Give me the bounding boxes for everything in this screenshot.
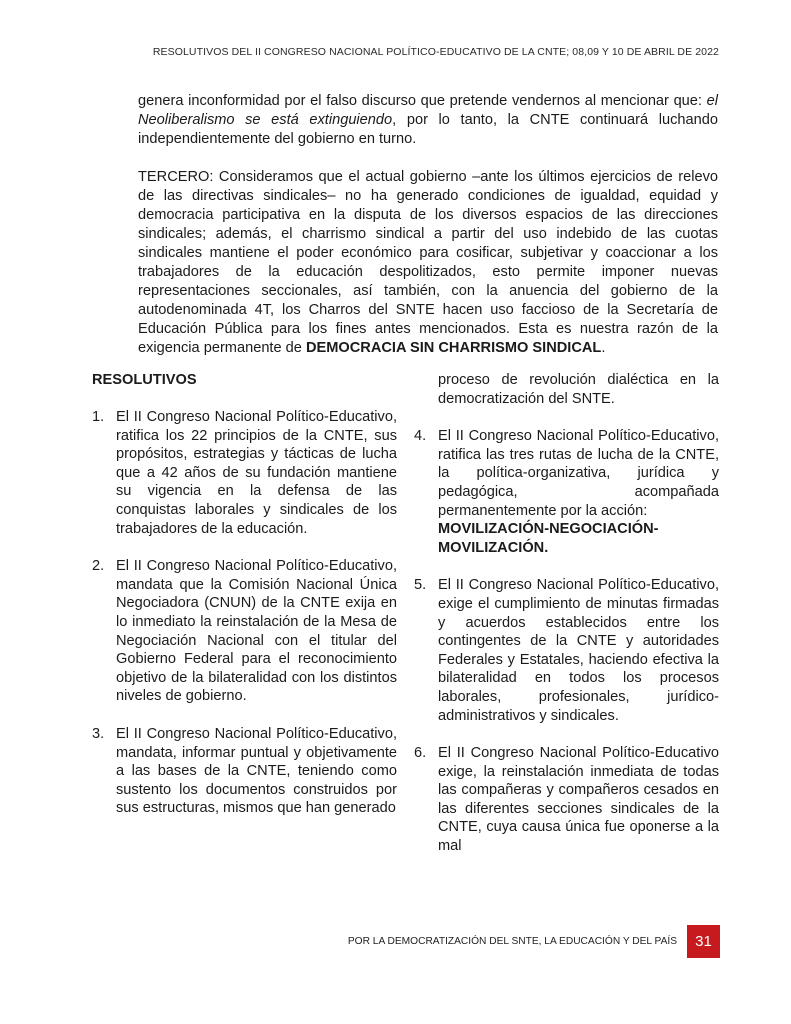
- resolutivo-item-3-continuation: proceso de revolución dialéctica en la democratización del SNTE.: [438, 372, 719, 407]
- item-text: El II Congreso Nacional Político-Educativo exige, la reinstalación inmediata de todas las compañeras y compañeros cesados en las diferentes secciones sindicales de la CNTE, cuya causa única fue oponerse a la mal: [438, 745, 719, 855]
- item-number: 1.: [92, 409, 105, 425]
- item-number: 3.: [92, 725, 105, 742]
- item-text: El II Congreso Nacional Político-Educativo, mandata, informar puntual y objetivamente a las bases de la CNTE, teniendo como sustento los documentos construidos por sus estructuras, mismos que han generado: [116, 725, 397, 817]
- item-text: El II Congreso Nacional Político-Educativo, exige el cumplimiento de minutas firmadas y acuerdos establecidos entre los contingentes de la CNTE y autoridades Federales y Estatales, haciendo efectiva la bilateralidad en todos los procesos laborales, profesionales, jurídico-administrativos y sindicales.: [438, 577, 719, 724]
- tercero-period: .: [601, 340, 606, 356]
- intro-text-end: , por lo tanto, la CNTE continuará luchando independientemente del gobierno en turno.: [138, 112, 718, 147]
- section-title: RESOLUTIVOS: [92, 372, 197, 388]
- resolutivo-item-6: [414, 744, 719, 856]
- intro-paragraph-continuation: [138, 92, 718, 149]
- item-number: 5.: [414, 577, 427, 594]
- running-header: RESOLUTIVOS DEL II CONGRESO NACIONAL POLÍTICO-EDUCATIVO DE LA CNTE; 08,09 Y 10 DE ABRIL DE 2022: [152, 46, 719, 58]
- resolutivo-item-4: [414, 427, 719, 557]
- item-text: El II Congreso Nacional Político-Educativo, ratifica los 22 principios de la CNTE, sus propósitos, estrategias y tácticas de lucha que a 42 años de su fundación mantiene su vigencia en la defensa de las conquistas laborales y sindicales de los trabajadores de la educación.: [116, 409, 397, 537]
- tercero-text: TERCERO: Consideramos que el actual gobierno –ante los últimos ejercicios de relevo de las directivas sindicales– no ha generado condiciones de igualdad, equidad y democracia participativa en la disputa de los diversos espacios de las direcciones sindicales; además, el charrismo sindical a partir del uso indebido de las cuotas sindicales mantiene el poder económico para cosificar, subjetivar y coaccionar a los trabajadores de la educación despolitizados, esto permite imponer nuevas representaciones seccionales, así también, con la anuencia del gobierno de la autodenominada 4T, los Charros del SNTE hacen uso faccioso de la Secretaría de Educación Pública para los fines antes mencionados. Esta es nuestra razón de la exigencia permanente de: [138, 169, 718, 356]
- page-footer: [348, 925, 720, 958]
- right-column: [414, 371, 719, 875]
- footer-slogan: POR LA DEMOCRATIZACIÓN DEL SNTE, LA EDUCACIÓN Y DEL PAÍS: [347, 936, 677, 947]
- item-text-block: [438, 427, 719, 557]
- resolutivo-item-1: [92, 408, 397, 538]
- item-bold-slogan: MOVILIZACIÓN-NEGOCIACIÓN-MOVILIZACIÓN.: [438, 521, 659, 556]
- resolutivo-item-5: [414, 576, 719, 725]
- intro-paragraph-tercero: [138, 168, 718, 358]
- intro-section: [138, 92, 718, 377]
- intro-italic-quote: el Neoliberalismo se está extinguiendo: [138, 93, 718, 128]
- tercero-bold-demand: DEMOCRACIA SIN CHARRISMO SINDICAL: [305, 340, 602, 356]
- item-number: 2.: [92, 558, 105, 575]
- resolutivo-item-2: [92, 557, 397, 706]
- intro-text-start: genera inconformidad por el falso discurso que pretende vendernos al mencionar que:: [138, 93, 707, 109]
- item-text: El II Congreso Nacional Político-Educativo, ratifica las tres rutas de lucha de la CNTE, la política-organizativa, jurídica y pedagógica, acompañada permanentemente por la acción:: [438, 428, 719, 519]
- item-number: 6.: [414, 745, 427, 762]
- page-number: 31: [687, 925, 720, 958]
- item-number: 4.: [414, 428, 427, 445]
- left-column: [92, 371, 397, 837]
- resolutivo-item-3: [92, 725, 397, 818]
- item-text: El II Congreso Nacional Político-Educativo, mandata que la Comisión Nacional Única Negociadora (CNUN) de la CNTE exija en lo inmediato la reinstalación de la Mesa de Negociación Nacional con el titular del Gobierno Federal para el reconocimiento objetivo de la bilateralidad con los distintos niveles de gobierno.: [116, 558, 397, 705]
